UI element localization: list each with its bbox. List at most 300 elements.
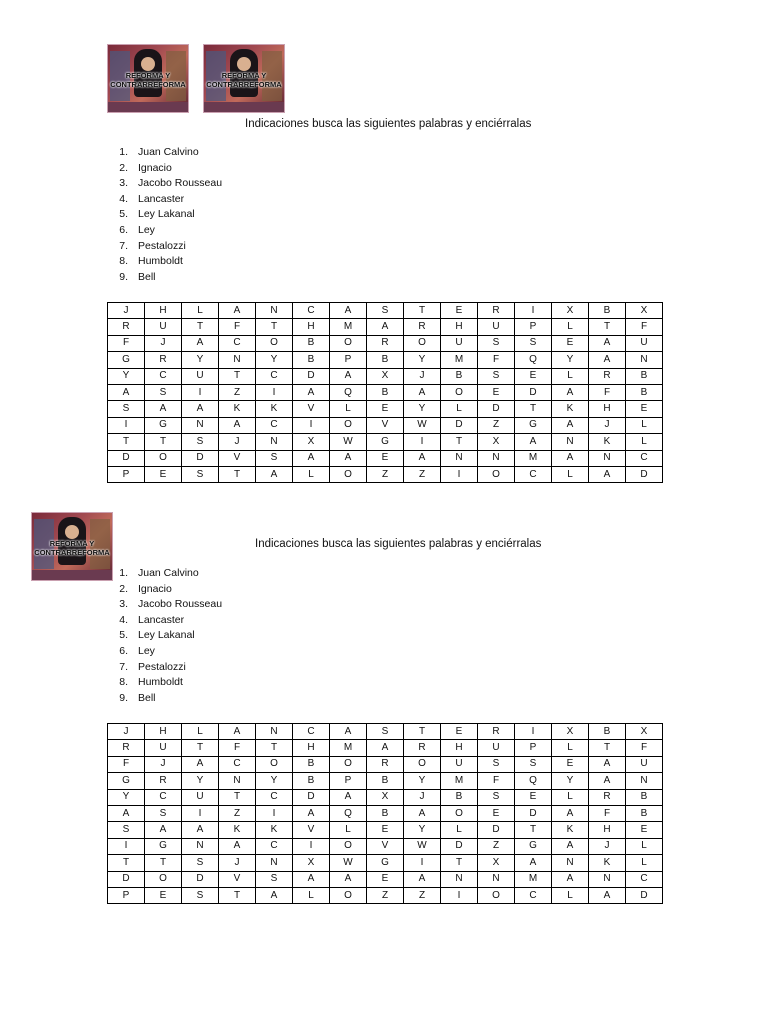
grid-cell: C [219, 756, 256, 772]
grid-row [108, 335, 663, 351]
grid-cell: K [256, 822, 293, 838]
grid-cell: U [626, 335, 663, 351]
word-search-grid [107, 302, 663, 483]
word-list-item [104, 207, 222, 223]
grid-row [108, 434, 663, 450]
grid-cell: T [182, 740, 219, 756]
grid-cell: A [145, 401, 182, 417]
grid-cell: U [145, 740, 182, 756]
grid-cell: A [589, 887, 626, 903]
grid-cell: D [441, 838, 478, 854]
grid-cell: X [367, 368, 404, 384]
grid-row [108, 401, 663, 417]
grid-cell: D [293, 789, 330, 805]
image-caption-line1: REFORMA Y [125, 71, 171, 80]
grid-cell: U [441, 756, 478, 772]
word-number: 5. [119, 629, 128, 642]
grid-cell: B [441, 789, 478, 805]
grid-cell: F [478, 352, 515, 368]
grid-cell: D [515, 384, 552, 400]
word-number: 6. [119, 644, 128, 657]
grid-cell: S [515, 335, 552, 351]
grid-cell: X [552, 303, 589, 319]
grid-cell: Z [404, 466, 441, 482]
grid-cell: T [256, 740, 293, 756]
grid-cell: Z [404, 887, 441, 903]
grid-cell: D [108, 871, 145, 887]
grid-cell: N [256, 855, 293, 871]
grid-cell: Q [330, 805, 367, 821]
grid-cell: X [367, 789, 404, 805]
grid-cell: L [441, 822, 478, 838]
grid-cell: L [626, 434, 663, 450]
grid-row [108, 319, 663, 335]
grid-cell: N [182, 838, 219, 854]
grid-cell: Y [256, 352, 293, 368]
word-text: Ley Lakanal [138, 208, 195, 221]
word-number: 4. [119, 192, 128, 205]
grid-cell: I [293, 838, 330, 854]
grid-cell: H [441, 319, 478, 335]
grid-cell: U [478, 740, 515, 756]
grid-cell: N [478, 450, 515, 466]
grid-cell: R [404, 740, 441, 756]
grid-cell: O [330, 887, 367, 903]
grid-cell: O [145, 450, 182, 466]
grid-cell: J [404, 368, 441, 384]
grid-cell: E [626, 401, 663, 417]
grid-cell: A [256, 466, 293, 482]
word-text: Ley Lakanal [138, 629, 195, 642]
grid-cell: A [404, 805, 441, 821]
grid-cell: L [330, 401, 367, 417]
grid-cell: I [293, 417, 330, 433]
grid-cell: A [552, 805, 589, 821]
grid-row [108, 855, 663, 871]
grid-row [108, 871, 663, 887]
grid-cell: N [626, 352, 663, 368]
word-number: 6. [119, 223, 128, 236]
grid-cell: C [626, 871, 663, 887]
grid-cell: T [515, 822, 552, 838]
grid-cell: R [367, 335, 404, 351]
grid-cell: J [589, 417, 626, 433]
grid-cell: O [330, 838, 367, 854]
grid-cell: A [219, 838, 256, 854]
grid-cell: X [626, 303, 663, 319]
grid-cell: H [589, 401, 626, 417]
grid-cell: Y [182, 773, 219, 789]
grid-cell: Z [367, 887, 404, 903]
grid-cell: T [145, 855, 182, 871]
grid-cell: U [441, 335, 478, 351]
word-text: Ley [138, 644, 155, 657]
grid-row [108, 756, 663, 772]
word-number: 8. [119, 255, 128, 268]
grid-cell: A [404, 384, 441, 400]
grid-row [108, 740, 663, 756]
grid-cell: S [515, 756, 552, 772]
word-list-item [104, 223, 222, 239]
grid-cell: S [182, 855, 219, 871]
word-list-item [104, 597, 222, 613]
word-number: 1. [119, 146, 128, 158]
grid-cell: K [219, 401, 256, 417]
grid-cell: P [515, 740, 552, 756]
grid-cell: A [552, 871, 589, 887]
grid-row [108, 368, 663, 384]
word-text: Ignacio [138, 582, 172, 595]
grid-cell: V [293, 822, 330, 838]
grid-cell: I [441, 887, 478, 903]
grid-cell: I [515, 724, 552, 740]
word-search-grid [107, 723, 663, 904]
grid-row [108, 838, 663, 854]
grid-cell: B [626, 384, 663, 400]
grid-cell: A [293, 805, 330, 821]
grid-cell: I [108, 838, 145, 854]
grid-cell: L [626, 855, 663, 871]
grid-cell: D [515, 805, 552, 821]
grid-cell: R [478, 303, 515, 319]
grid-cell: T [441, 434, 478, 450]
grid-cell: Q [515, 352, 552, 368]
word-list [104, 145, 222, 285]
grid-cell: U [145, 319, 182, 335]
grid-cell: U [478, 319, 515, 335]
grid-cell: A [293, 871, 330, 887]
grid-cell: A [145, 822, 182, 838]
grid-cell: H [145, 303, 182, 319]
grid-cell: Y [552, 352, 589, 368]
grid-cell: L [552, 368, 589, 384]
grid-cell: L [182, 303, 219, 319]
grid-cell: L [293, 466, 330, 482]
grid-cell: G [145, 417, 182, 433]
grid-cell: O [330, 756, 367, 772]
grid-cell: Y [404, 773, 441, 789]
grid-cell: A [293, 384, 330, 400]
grid-cell: B [626, 789, 663, 805]
grid-cell: A [552, 450, 589, 466]
word-text: Pestalozzi [138, 660, 186, 673]
grid-cell: J [145, 335, 182, 351]
grid-cell: B [293, 756, 330, 772]
grid-cell: N [256, 303, 293, 319]
grid-cell: A [293, 450, 330, 466]
word-list-item [104, 145, 222, 161]
grid-cell: G [367, 855, 404, 871]
grid-cell: O [145, 871, 182, 887]
word-number: 7. [119, 239, 128, 252]
word-list-item [104, 239, 222, 255]
grid-cell: A [182, 335, 219, 351]
word-list-item [104, 660, 222, 676]
grid-cell: E [367, 822, 404, 838]
grid-cell: U [182, 789, 219, 805]
grid-cell: J [108, 303, 145, 319]
word-text: Juan Calvino [138, 567, 199, 579]
grid-cell: O [441, 805, 478, 821]
reforma-image-2 [203, 44, 285, 113]
grid-cell: K [256, 401, 293, 417]
word-text: Pestalozzi [138, 239, 186, 252]
word-list-item [104, 628, 222, 644]
grid-cell: E [145, 887, 182, 903]
grid-cell: F [626, 740, 663, 756]
grid-cell: A [552, 838, 589, 854]
grid-cell: S [108, 822, 145, 838]
grid-cell: V [219, 871, 256, 887]
grid-cell: T [145, 434, 182, 450]
grid-cell: T [404, 303, 441, 319]
grid-cell: P [108, 466, 145, 482]
grid-cell: Y [182, 352, 219, 368]
grid-cell: I [441, 466, 478, 482]
grid-cell: B [441, 368, 478, 384]
word-text: Lancaster [138, 192, 185, 205]
grid-cell: Q [515, 773, 552, 789]
grid-cell: B [293, 773, 330, 789]
grid-cell: A [404, 450, 441, 466]
grid-cell: I [515, 303, 552, 319]
grid-cell: W [404, 838, 441, 854]
grid-cell: L [626, 417, 663, 433]
grid-cell: A [367, 740, 404, 756]
grid-cell: I [256, 805, 293, 821]
grid-cell: O [330, 466, 367, 482]
grid-cell: D [293, 368, 330, 384]
grid-cell: D [182, 450, 219, 466]
grid-cell: S [478, 789, 515, 805]
grid-cell: R [145, 352, 182, 368]
grid-cell: R [145, 773, 182, 789]
grid-cell: Z [367, 466, 404, 482]
grid-cell: A [330, 450, 367, 466]
grid-cell: T [108, 855, 145, 871]
grid-cell: B [367, 773, 404, 789]
grid-cell: C [145, 368, 182, 384]
grid-cell: M [441, 773, 478, 789]
grid-cell: C [293, 303, 330, 319]
grid-cell: A [219, 303, 256, 319]
grid-cell: K [589, 434, 626, 450]
grid-cell: T [219, 368, 256, 384]
grid-cell: M [330, 319, 367, 335]
grid-cell: R [478, 724, 515, 740]
word-number: 2. [119, 582, 128, 595]
grid-cell: C [256, 368, 293, 384]
grid-cell: J [589, 838, 626, 854]
word-text: Bell [138, 691, 156, 704]
grid-cell: H [293, 740, 330, 756]
grid-cell: X [293, 855, 330, 871]
grid-cell: P [515, 319, 552, 335]
image-caption-line1: REFORMA Y [221, 71, 267, 80]
reforma-image-1 [107, 44, 189, 113]
image-caption-line2: CONTRARREFORMA [34, 548, 110, 557]
grid-cell: H [441, 740, 478, 756]
grid-cell: I [404, 855, 441, 871]
grid-cell: P [330, 352, 367, 368]
grid-row [108, 384, 663, 400]
grid-cell: A [589, 335, 626, 351]
grid-cell: E [367, 450, 404, 466]
grid-cell: P [330, 773, 367, 789]
word-text: Ignacio [138, 161, 172, 174]
grid-row [108, 887, 663, 903]
word-number: 7. [119, 660, 128, 673]
grid-cell: L [182, 724, 219, 740]
grid-cell: A [589, 352, 626, 368]
word-number: 8. [119, 676, 128, 689]
grid-cell: V [367, 838, 404, 854]
grid-cell: N [552, 434, 589, 450]
grid-cell: A [330, 368, 367, 384]
grid-row [108, 303, 663, 319]
grid-cell: T [404, 724, 441, 740]
grid-cell: W [330, 434, 367, 450]
word-list-item [104, 613, 222, 629]
grid-cell: F [589, 805, 626, 821]
grid-cell: G [367, 434, 404, 450]
grid-cell: F [108, 756, 145, 772]
word-number: 3. [119, 598, 128, 611]
word-number: 9. [119, 270, 128, 283]
word-number: 5. [119, 208, 128, 221]
grid-cell: S [182, 466, 219, 482]
grid-cell: A [182, 822, 219, 838]
grid-cell: R [589, 789, 626, 805]
grid-cell: S [256, 871, 293, 887]
grid-cell: Z [219, 805, 256, 821]
grid-cell: S [478, 756, 515, 772]
grid-cell: V [293, 401, 330, 417]
grid-cell: V [367, 417, 404, 433]
grid-cell: G [108, 352, 145, 368]
word-text: Humboldt [138, 676, 183, 689]
grid-cell: A [367, 319, 404, 335]
word-list-item [104, 270, 222, 286]
grid-cell: E [552, 335, 589, 351]
grid-cell: K [589, 855, 626, 871]
grid-cell: W [404, 417, 441, 433]
grid-row [108, 724, 663, 740]
grid-cell: F [626, 319, 663, 335]
grid-cell: X [552, 724, 589, 740]
grid-cell: N [589, 871, 626, 887]
grid-cell: A [256, 887, 293, 903]
grid-cell: A [404, 871, 441, 887]
grid-cell: A [108, 384, 145, 400]
grid-cell: G [515, 838, 552, 854]
reforma-image-3 [31, 512, 113, 581]
grid-cell: X [478, 855, 515, 871]
grid-cell: K [219, 822, 256, 838]
grid-cell: S [108, 401, 145, 417]
grid-cell: F [478, 773, 515, 789]
grid-cell: K [552, 401, 589, 417]
grid-cell: E [367, 871, 404, 887]
grid-cell: N [182, 417, 219, 433]
grid-cell: E [367, 401, 404, 417]
grid-cell: L [293, 887, 330, 903]
grid-cell: A [330, 303, 367, 319]
grid-cell: E [515, 368, 552, 384]
grid-cell: A [330, 789, 367, 805]
grid-cell: N [256, 724, 293, 740]
grid-cell: C [219, 335, 256, 351]
word-text: Bell [138, 270, 156, 283]
grid-cell: R [108, 319, 145, 335]
grid-cell: S [367, 724, 404, 740]
grid-cell: S [182, 434, 219, 450]
grid-cell: J [108, 724, 145, 740]
grid-cell: B [589, 724, 626, 740]
grid-cell: E [441, 724, 478, 740]
grid-cell: R [108, 740, 145, 756]
grid-cell: B [367, 352, 404, 368]
grid-cell: F [219, 740, 256, 756]
grid-cell: G [515, 417, 552, 433]
grid-cell: Z [478, 417, 515, 433]
grid-cell: T [108, 434, 145, 450]
grid-cell: U [626, 756, 663, 772]
grid-cell: C [256, 838, 293, 854]
grid-cell: R [367, 756, 404, 772]
grid-cell: R [404, 319, 441, 335]
grid-cell: L [552, 740, 589, 756]
grid-cell: N [552, 855, 589, 871]
grid-cell: E [441, 303, 478, 319]
grid-cell: D [182, 871, 219, 887]
grid-cell: D [478, 401, 515, 417]
grid-cell: A [182, 401, 219, 417]
word-list-item [104, 644, 222, 660]
grid-cell: Z [478, 838, 515, 854]
word-text: Jacobo Rousseau [138, 598, 223, 611]
grid-cell: F [108, 335, 145, 351]
grid-cell: S [182, 887, 219, 903]
grid-cell: Y [404, 352, 441, 368]
grid-cell: L [552, 789, 589, 805]
grid-cell: B [367, 384, 404, 400]
grid-cell: O [404, 335, 441, 351]
grid-cell: B [589, 303, 626, 319]
grid-row [108, 352, 663, 368]
image-caption-line1: REFORMA Y [49, 539, 95, 548]
grid-cell: I [182, 384, 219, 400]
image-caption-line2: CONTRARREFORMA [206, 80, 282, 89]
grid-cell: C [626, 450, 663, 466]
grid-cell: T [589, 319, 626, 335]
grid-cell: C [256, 417, 293, 433]
grid-cell: I [256, 384, 293, 400]
grid-cell: A [552, 384, 589, 400]
word-list-item [104, 254, 222, 270]
grid-cell: S [478, 335, 515, 351]
grid-cell: M [441, 352, 478, 368]
grid-cell: X [626, 724, 663, 740]
grid-cell: D [626, 887, 663, 903]
grid-cell: B [367, 805, 404, 821]
grid-cell: L [552, 319, 589, 335]
grid-cell: E [145, 466, 182, 482]
grid-cell: O [330, 417, 367, 433]
grid-cell: J [145, 756, 182, 772]
grid-cell: O [256, 756, 293, 772]
grid-cell: B [293, 352, 330, 368]
